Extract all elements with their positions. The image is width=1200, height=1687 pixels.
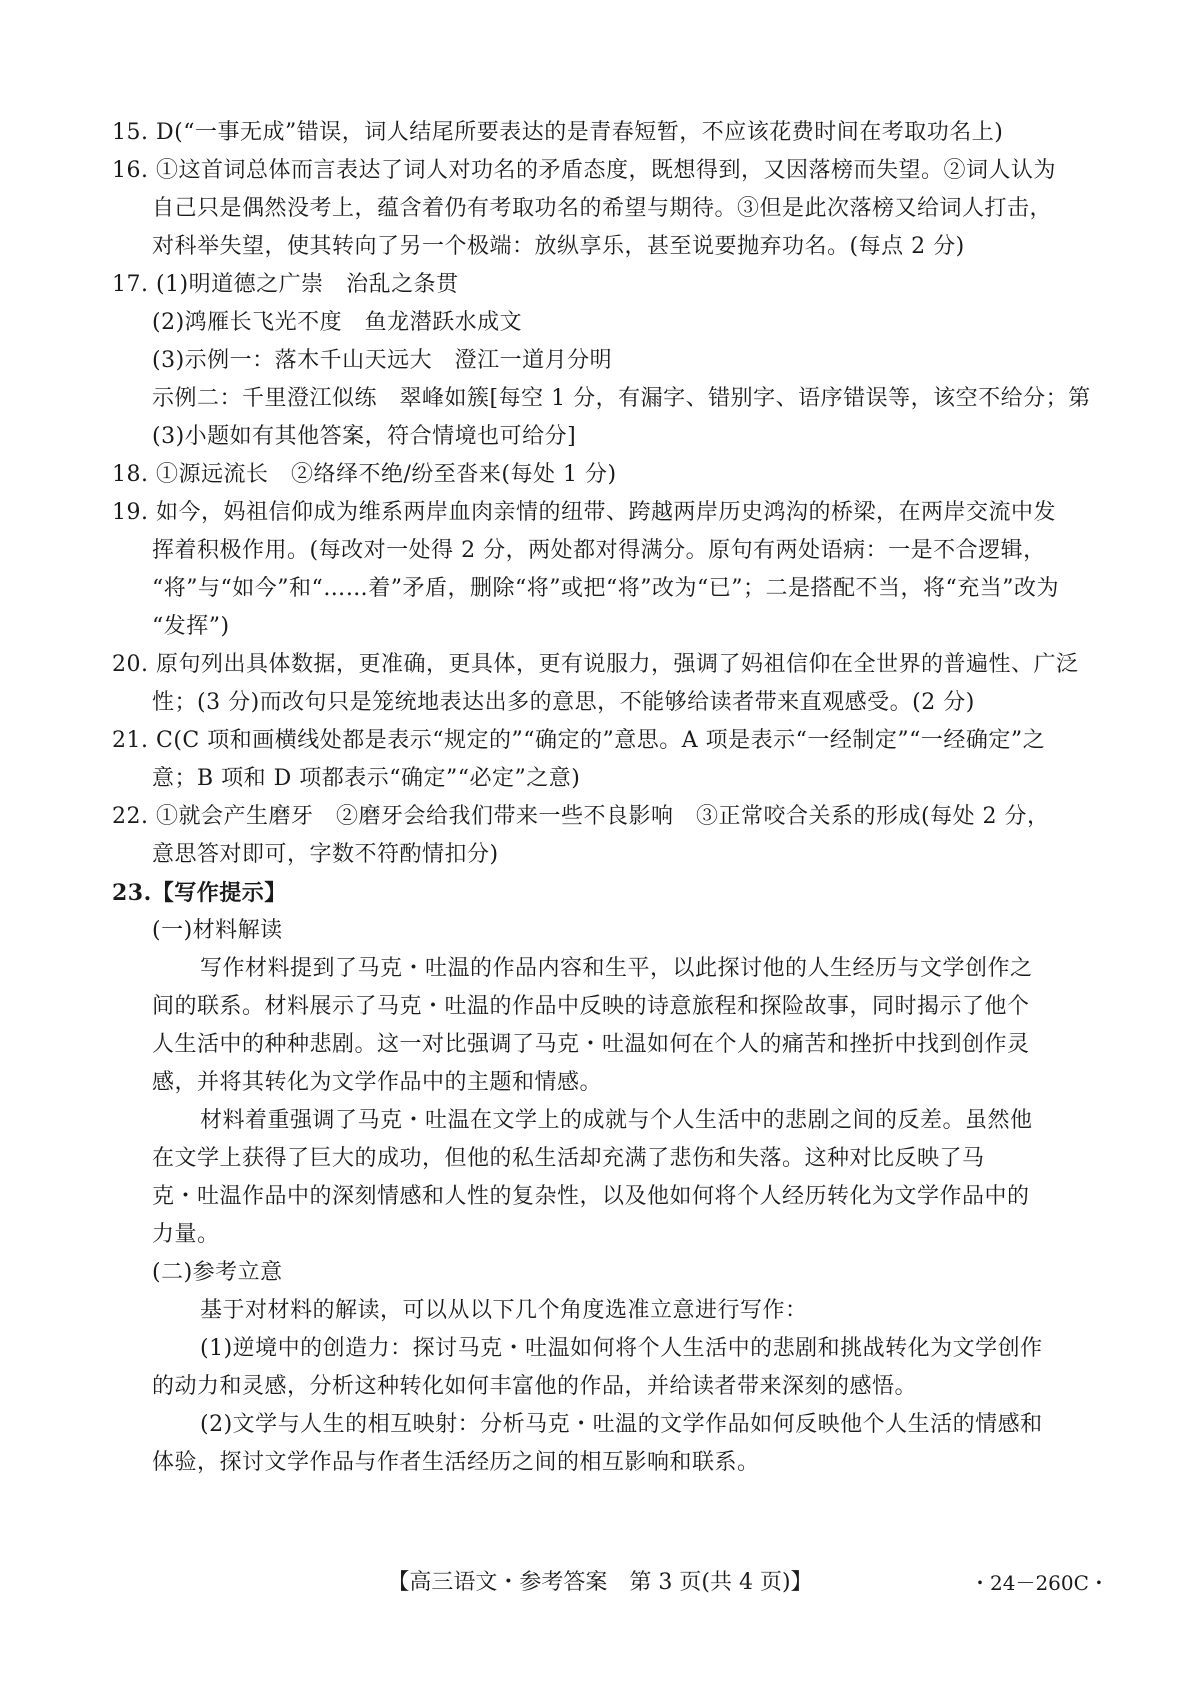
answer-21: 21. C(C 项和画横线处都是表示“规定的”“确定的”意思。A 项是表示“一经制定”“一经确定”之 <box>112 728 1046 753</box>
material-para-1-line-4: 感，并将其转化为文学作品中的主题和情感。 <box>152 1070 603 1095</box>
answer-20-line-2: 性；(3 分)而改句只是笼统地表达出多的意思，不能够给读者带来直观感受。(2 分) <box>152 690 975 715</box>
material-para-1-line-2: 间的联系。材料展示了马克・吐温的作品中反映的诗意旅程和探险故事，同时揭示了他个 <box>152 994 1030 1019</box>
material-para-2-line-3: 克・吐温作品中的深刻情感和人性的复杂性，以及他如何将个人经历转化为文学作品中的 <box>152 1184 1030 1209</box>
answer-22: 22. ①就会产生磨牙 ②磨牙会给我们带来一些不良影响 ③正常咬合关系的形成(每处 2 分， <box>112 804 1050 829</box>
material-para-2-line-2: 在文学上获得了巨大的成功，但他的私生活却充满了悲伤和失落。这种对比反映了马 <box>152 1146 985 1171</box>
theme-2-line-2: 体验，探讨文学作品与作者生活经历之间的相互影响和联系。 <box>152 1450 760 1475</box>
theme-1-line-1: (1)逆境中的创造力：探讨马克・吐温如何将个人生活中的悲剧和挑战转化为文学创作 <box>200 1336 1043 1361</box>
page-footer: 【高三语文・参考答案 第 3 页(共 4 页)】 <box>387 1570 813 1595</box>
answer-17-line-5: (3)小题如有其他答案，符合情境也可给分] <box>152 424 577 449</box>
answer-19-line-4: “发挥”) <box>152 614 230 639</box>
material-para-1-line-1: 写作材料提到了马克・吐温的作品内容和生平，以此探讨他的人生经历与文学创作之 <box>200 956 1033 981</box>
answer-23-heading: 23.【写作提示】 <box>112 880 287 906</box>
answer-19-line-3: “将”与“如今”和“……着”矛盾，删除“将”或把“将”改为“已”；二是搭配不当，将“充当”改为 <box>152 576 1059 601</box>
section-theme-heading: (二)参考立意 <box>152 1260 283 1285</box>
answer-21-line-2: 意；B 项和 D 项都表示“确定”“必定”之意) <box>152 766 581 791</box>
material-para-2-line-1: 材料着重强调了马克・吐温在文学上的成就与个人生活中的悲剧之间的反差。虽然他 <box>200 1108 1033 1133</box>
theme-intro: 基于对材料的解读，可以从以下几个角度选准立意进行写作： <box>200 1298 808 1323</box>
answer-19: 19. 如今，妈祖信仰成为维系两岸血肉亲情的纽带、跨越两岸历史鸿沟的桥梁，在两岸交流中发 <box>112 500 1056 525</box>
answer-16-line-2: 自己只是偶然没考上，蕴含着仍有考取功名的希望与期待。③但是此次落榜又给词人打击， <box>152 196 1053 221</box>
material-para-1-line-3: 人生活中的种种悲剧。这一对比强调了马克・吐温如何在个人的痛苦和挫折中找到创作灵 <box>152 1032 1030 1057</box>
answer-18: 18. ①源远流长 ②络绎不绝/纷至沓来(每处 1 分) <box>112 462 617 487</box>
answer-17-line-2: (2)鸿雁长飞光不度 鱼龙潜跃水成文 <box>152 310 523 335</box>
answer-16-line-3: 对科举失望，使其转向了另一个极端：放纵享乐，甚至说要抛弃功名。(每点 2 分) <box>152 234 965 259</box>
answer-17-line-3: (3)示例一：落木千山天远大 澄江一道月分明 <box>152 348 613 373</box>
theme-2-line-1: (2)文学与人生的相互映射：分析马克・吐温的文学作品如何反映他个人生活的情感和 <box>200 1412 1043 1437</box>
answer-17-line-4: 示例二：千里澄江似练 翠峰如簇[每空 1 分，有漏字、错别字、语序错误等，该空不给分；第 <box>152 386 1091 411</box>
answer-20: 20. 原句列出具体数据，更准确，更具体，更有说服力，强调了妈祖信仰在全世界的普遍性、广泛 <box>112 652 1079 677</box>
answer-17: 17. (1)明道德之广崇 治乱之条贯 <box>112 272 459 297</box>
answer-15: 15. D(“一事无成”错误，词人结尾所要表达的是青春短暂，不应该花费时间在考取功名上) <box>112 120 1004 145</box>
answer-16: 16. ①这首词总体而言表达了词人对功名的矛盾态度，既想得到，又因落榜而失望。②词人认为 <box>112 158 1056 183</box>
section-material-heading: (一)材料解读 <box>152 918 283 943</box>
answer-22-line-2: 意思答对即可，字数不符酌情扣分) <box>152 842 499 867</box>
answer-19-line-2: 挥着积极作用。(每改对一处得 2 分，两处都对得满分。原句有两处语病：一是不合逻辑， <box>152 538 1046 563</box>
theme-1-line-2: 的动力和灵感，分析这种转化如何丰富他的作品，并给读者带来深刻的感悟。 <box>152 1374 918 1399</box>
material-para-2-line-4: 力量。 <box>152 1222 220 1247</box>
document-code: ・24－260C・ <box>970 1571 1109 1595</box>
